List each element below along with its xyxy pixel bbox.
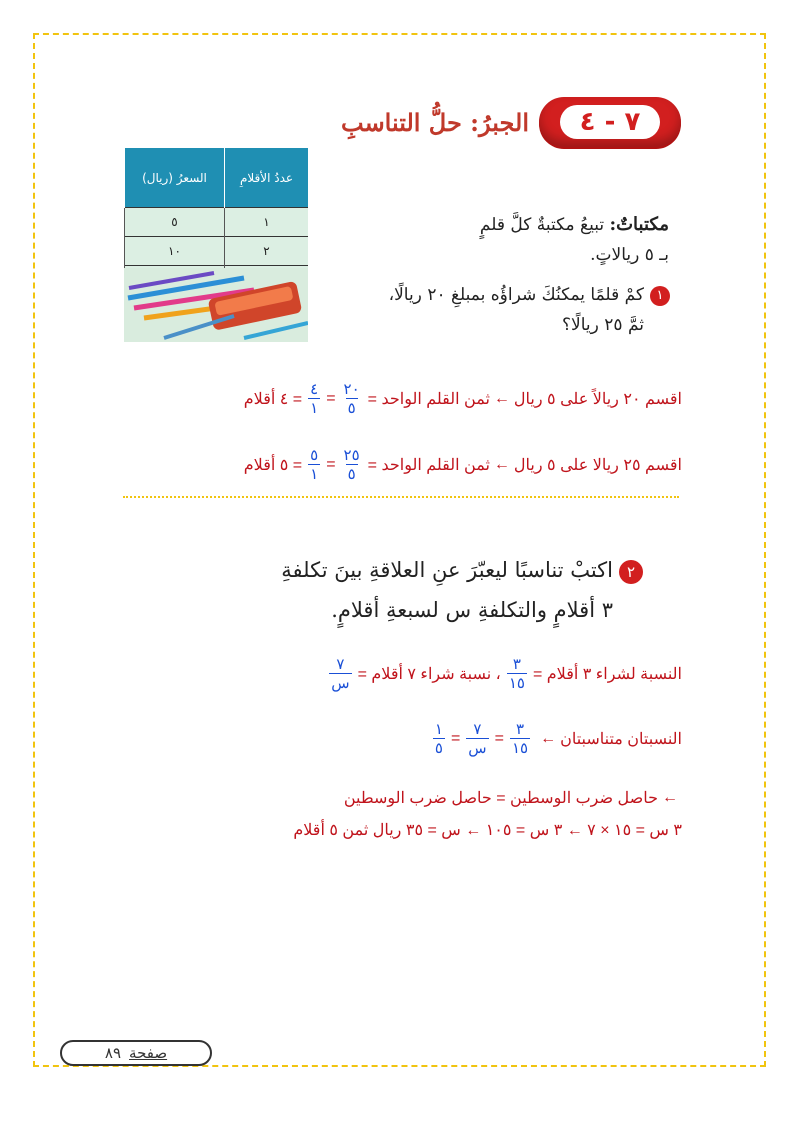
solution-1-a: النسبة لشراء ٣ أقلام = xyxy=(532,665,682,683)
problem-statement xyxy=(339,210,669,270)
fraction: $\frac{٣}{١٥}$ xyxy=(511,721,529,757)
table-header-count: عددُ الأقلامِ xyxy=(225,148,309,208)
question-2-line-2: ٣ أقلامٍ والتكلفةِ س لسبعةِ أقلامٍ. xyxy=(331,598,613,622)
arrow-icon: ← xyxy=(493,389,510,407)
solution-3: حاصل ضرب الوسطين = حاصل ضرب الوسطين xyxy=(343,790,658,807)
fraction: $\frac{٤}{١}$ xyxy=(310,381,319,417)
question-1-line-2: ثمَّ ٢٥ ريالًا؟ xyxy=(562,315,644,335)
question-1 xyxy=(340,280,670,340)
lesson-title: الجبرُ: حلُّ التناسبِ xyxy=(341,107,529,137)
fraction: $\frac{٥}{١}$ xyxy=(310,447,319,483)
table-header-price: السعرُ (ريال) xyxy=(125,148,225,208)
question-1-line-1: كمْ قلمًا يمكنُكَ شراؤُه بمبلغِ ٢٠ ريالًا، xyxy=(388,285,644,305)
question-2 xyxy=(173,550,643,630)
answer-2-prefix: اقسم ٢٥ ريالا على ٥ ريال xyxy=(513,456,682,474)
arrow-icon: ← xyxy=(493,455,510,473)
solution-2-a: النسبتان متناسبتان xyxy=(560,730,682,748)
pencils-image xyxy=(124,268,308,342)
solution-4: ٣ س = ١٥ × ٧ ← ٣ س = ١٠٥ ← س = ٣٥ ريال ثمن ٥ أقلام xyxy=(293,822,682,839)
arrow-icon: ← xyxy=(662,789,678,806)
price-table-figure xyxy=(124,148,308,342)
answer-1-prefix: اقسم ٢٠ ريالاً على ٥ ريال xyxy=(513,390,682,408)
fraction: $\frac{٧}{\text{س}}$ xyxy=(331,656,350,692)
answer-2-suffix: = ٥ أقلام xyxy=(243,456,303,474)
table-row xyxy=(125,208,309,237)
question-number-badge: ١ xyxy=(650,286,670,306)
solution-line-3 xyxy=(344,788,682,808)
page-number: ٨٩ xyxy=(104,1044,122,1062)
answer-1-mid: ثمن القلم الواحد = xyxy=(367,390,490,408)
table-cell: ١ xyxy=(225,208,309,237)
answer-2-mid: ثمن القلم الواحد = xyxy=(367,456,490,474)
page-label: صفحة xyxy=(129,1044,168,1062)
lesson-number-badge xyxy=(539,97,681,147)
solution-line-1 xyxy=(323,655,682,692)
answer-1-suffix: = ٤ أقلام xyxy=(243,390,303,408)
solution-1-b: ، نسبة شراء ٧ أقلام = xyxy=(357,665,501,683)
fraction: $\frac{٢٠}{٥}$ xyxy=(343,381,360,417)
section-divider xyxy=(123,496,679,498)
fraction: $\frac{٢٥}{٥}$ xyxy=(343,447,360,483)
page-number-pill xyxy=(60,1040,212,1066)
table-cell: ٢ xyxy=(225,237,309,266)
fraction: $\frac{١}{٥}$ xyxy=(434,721,443,757)
problem-text-2: بـ ٥ ريالاتٍ. xyxy=(590,245,669,265)
solution-line-4 xyxy=(293,820,682,840)
lesson-number: ٧ - ٤ xyxy=(560,105,660,139)
problem-keyword: مكتباتٌ: xyxy=(609,214,669,235)
answer-line-2: اقسم ٢٥ ريالا على ٥ ريال ← ثمن القلم الواحد = $\frac{٢٥}{٥}$ = $\frac{٥}{١}$ = ٥ أقلام xyxy=(243,447,682,483)
question-2-line-1: اكتبْ تناسبًا ليعبّرَ عنِ العلاقةِ بينَ تكلفةِ xyxy=(281,558,613,582)
fraction: $\frac{٧}{\text{س}}$ xyxy=(468,721,487,757)
problem-text-1: تبيعُ مكتبةٌ كلَّ قلمٍ xyxy=(479,215,605,235)
fraction: $\frac{٣}{١٥}$ xyxy=(508,656,525,692)
question-number-badge: ٢ xyxy=(619,560,643,584)
table-cell: ٥ xyxy=(125,208,225,237)
arrow-icon: ← xyxy=(540,729,557,747)
lesson-header xyxy=(341,97,681,147)
table-row xyxy=(125,237,309,266)
answer-line-1: اقسم ٢٠ ريالاً على ٥ ريال ← ثمن القلم الواحد = $\frac{٢٠}{٥}$ = $\frac{٤}{١}$ = ٤ أقلام xyxy=(243,381,682,417)
table-cell: ١٠ xyxy=(125,237,225,266)
solution-line-2: النسبتان متناسبتان ← $\frac{٣}{١٥}$ = $\frac{٧}{\text{س}}$ = $\frac{١}{٥}$ xyxy=(434,721,682,757)
